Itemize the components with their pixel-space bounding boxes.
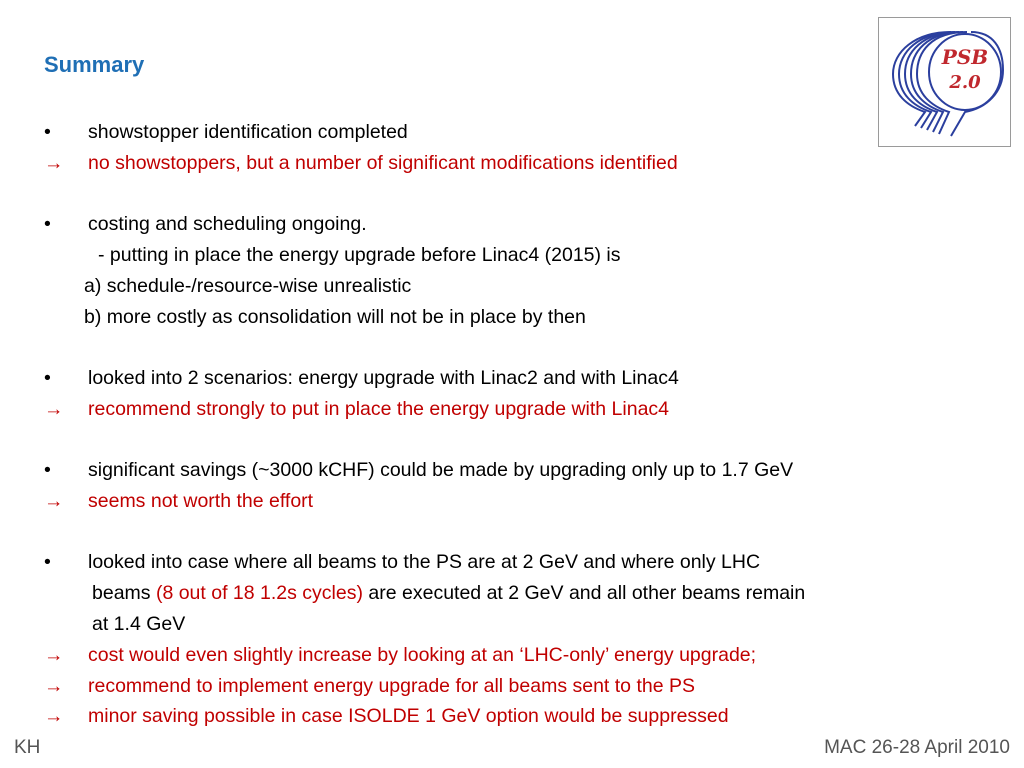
logo-text-psb: PSB — [941, 45, 989, 69]
continuation-prefix: beams — [92, 582, 156, 604]
logo-text-version: 2.0 — [949, 72, 981, 93]
bullet-marker: • — [44, 367, 51, 389]
conclusion-text: seems not worth the effort — [88, 490, 314, 512]
continuation-suffix: are executed at 2 GeV and all other beams remain — [362, 582, 806, 604]
footer-author: KH — [14, 737, 41, 758]
arrow-marker: → — [44, 398, 64, 420]
conclusion-text: recommend strongly to put in place the energy upgrade with Linac4 — [88, 398, 670, 420]
bullet-marker: • — [44, 551, 51, 573]
continuation-text — [92, 581, 805, 605]
conclusion-text: recommend to implement energy upgrade for all beams sent to the PS — [88, 675, 695, 697]
bullet-text: costing and scheduling ongoing. — [88, 213, 367, 235]
sub-text: b) more costly as consolidation will not be in place by then — [84, 306, 586, 328]
psb-logo — [878, 17, 1011, 147]
conclusion-text: cost would even slightly increase by looking at an ‘LHC-only’ energy upgrade; — [88, 644, 757, 666]
arrow-marker: → — [44, 644, 64, 666]
bullet-text: looked into case where all beams to the PS are at 2 GeV and where only LHC — [88, 551, 761, 573]
arrow-marker: → — [44, 705, 64, 727]
bullet-text: showstopper identification completed — [88, 121, 408, 143]
highlight-text: (8 out of 18 1.2s cycles) — [155, 582, 363, 604]
conclusion-text: no showstoppers, but a number of significant modifications identified — [88, 152, 678, 174]
slide-title: Summary — [44, 52, 145, 77]
arrow-marker: → — [44, 490, 64, 512]
psb-logo-graphic — [879, 18, 1010, 146]
footer-event: MAC 26-28 April 2010 — [824, 737, 1010, 758]
bullet-text: looked into 2 scenarios: energy upgrade with Linac2 and with Linac4 — [88, 367, 679, 389]
bullet-text: significant savings (~3000 kCHF) could be made by upgrading only up to 1.7 GeV — [88, 459, 794, 481]
bullet-marker: • — [44, 459, 51, 481]
sub-text: a) schedule-/resource-wise unrealistic — [84, 275, 412, 297]
continuation-text: at 1.4 GeV — [92, 613, 186, 635]
sub-text: - putting in place the energy upgrade before Linac4 (2015) is — [98, 244, 621, 266]
bullet-marker: • — [44, 213, 51, 235]
arrow-marker: → — [44, 675, 64, 697]
arrow-marker: → — [44, 152, 64, 174]
bullet-marker: • — [44, 121, 51, 143]
conclusion-text: minor saving possible in case ISOLDE 1 GeV option would be suppressed — [88, 705, 729, 727]
